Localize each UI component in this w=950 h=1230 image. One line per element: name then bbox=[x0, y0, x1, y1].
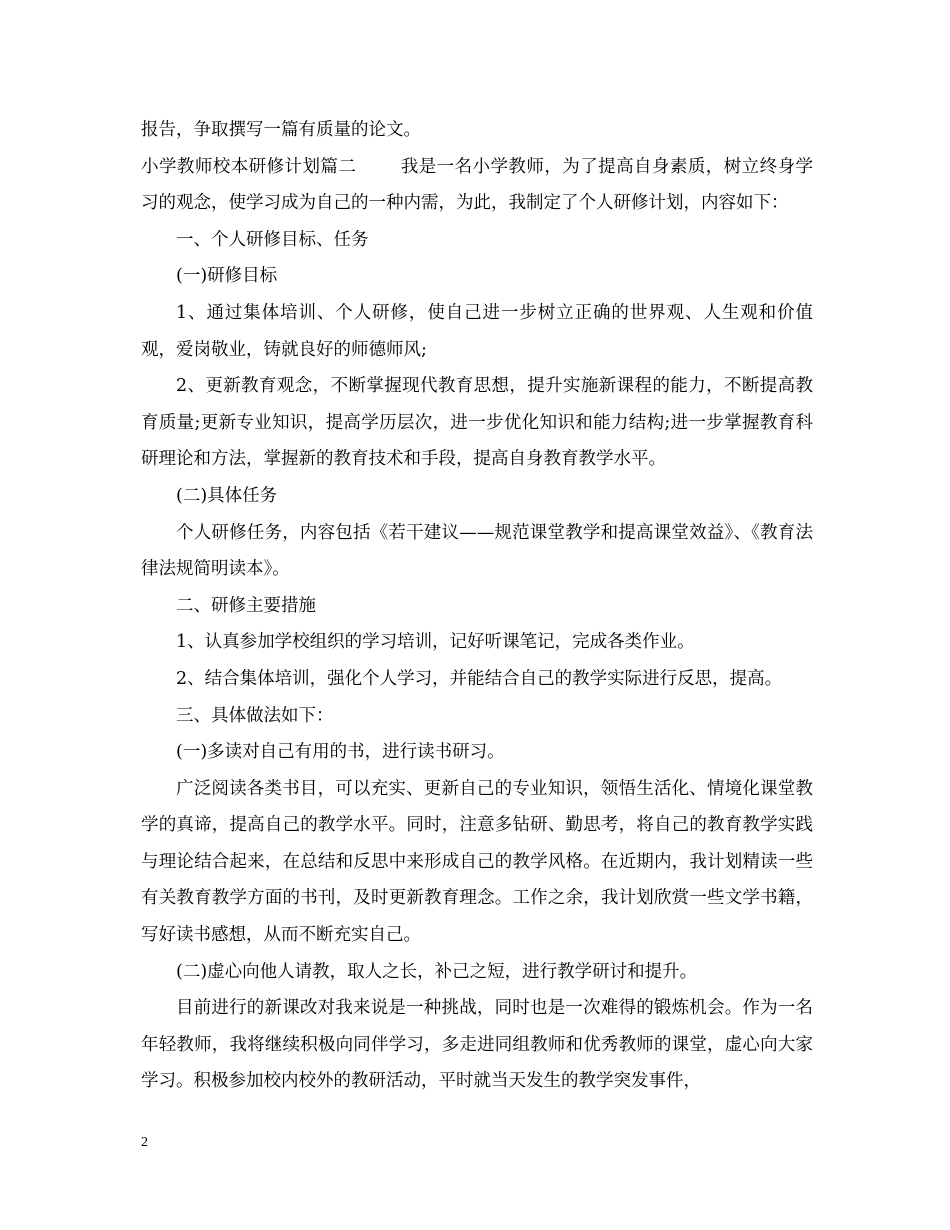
subheading-1-2: (二)具体任务 bbox=[176, 485, 278, 506]
paragraph-3: 个人研修任务，内容包括《若干建议——规范课堂教学和提高课堂效益》、《教育法律法规简明读本》。 bbox=[141, 522, 813, 580]
subheading-3-1: (一)多读对自己有用的书，进行读书研习。 bbox=[176, 742, 505, 763]
paragraph-4: 1、认真参加学校组织的学习培训，记好听课笔记，完成各类作业。 bbox=[176, 632, 695, 653]
subheading-1-1: (一)研修目标 bbox=[176, 266, 278, 287]
section-title: 小学教师校本研修计划篇二 bbox=[141, 156, 357, 177]
heading-2: 二、研修主要措施 bbox=[176, 595, 316, 616]
paragraph-2: 2、更新教育观念，不断掌握现代教育思想，提升实施新课程的能力，不断提高教育质量;更新专业知识，提高学历层次，进一步优化知识和能力结构;进一步掌握教育科研理论和方法，掌握新的教育技术和手段，提高自身教育教学水平。 bbox=[141, 376, 813, 470]
paragraph-1: 1、通过集体培训、个人研修，使自己进一步树立正确的世界观、人生观和价值观，爱岗敬业，铸就良好的师德师风; bbox=[141, 302, 813, 360]
section-intro: 我是一名小学教师，为了提高自身素质，树立终身学习的观念，使学习成为自己的一种内需，为此，我制定了个人研修计划，内容如下： bbox=[141, 156, 814, 214]
subheading-3-2: (二)虚心向他人请教，取人之长，补己之短，进行教学研讨和提升。 bbox=[176, 961, 698, 982]
paragraph-5: 2、结合集体培训，强化个人学习，并能结合自己的教学实际进行反思，提高。 bbox=[176, 668, 783, 689]
section-intro-paragraph bbox=[141, 149, 813, 222]
heading-1: 一、个人研修目标、任务 bbox=[176, 229, 369, 250]
paragraph-7: 目前进行的新课改对我来说是一种挑战，同时也是一次难得的锻炼机会。作为一名年轻教师，我将继续积极向同伴学习，多走进同组教师和优秀教师的课堂，虚心向大家学习。积极参加校内校外的教研活动，平时就当天发生的教学突发事件， bbox=[141, 998, 813, 1092]
opening-line: 报告，争取撰写一篇有质量的论文。 bbox=[141, 120, 421, 140]
heading-3: 三、具体做法如下： bbox=[176, 705, 334, 726]
paragraph-6: 广泛阅读各类书目，可以充实、更新自己的专业知识，领悟生活化、情境化课堂教学的真谛，提高自己的教学水平。同时，注意多钻研、勤思考，将自己的教育教学实践与理论结合起来，在总结和反思中来形成自己的教学风格。在近期内，我计划精读一些有关教育教学方面的书刊，及时更新教育理念。工作之余，我计划欣赏一些文学书籍，写好读书感想，从而不断充实自己。 bbox=[141, 778, 813, 946]
page-number: 2 bbox=[141, 1135, 148, 1150]
document-body bbox=[141, 112, 813, 1100]
